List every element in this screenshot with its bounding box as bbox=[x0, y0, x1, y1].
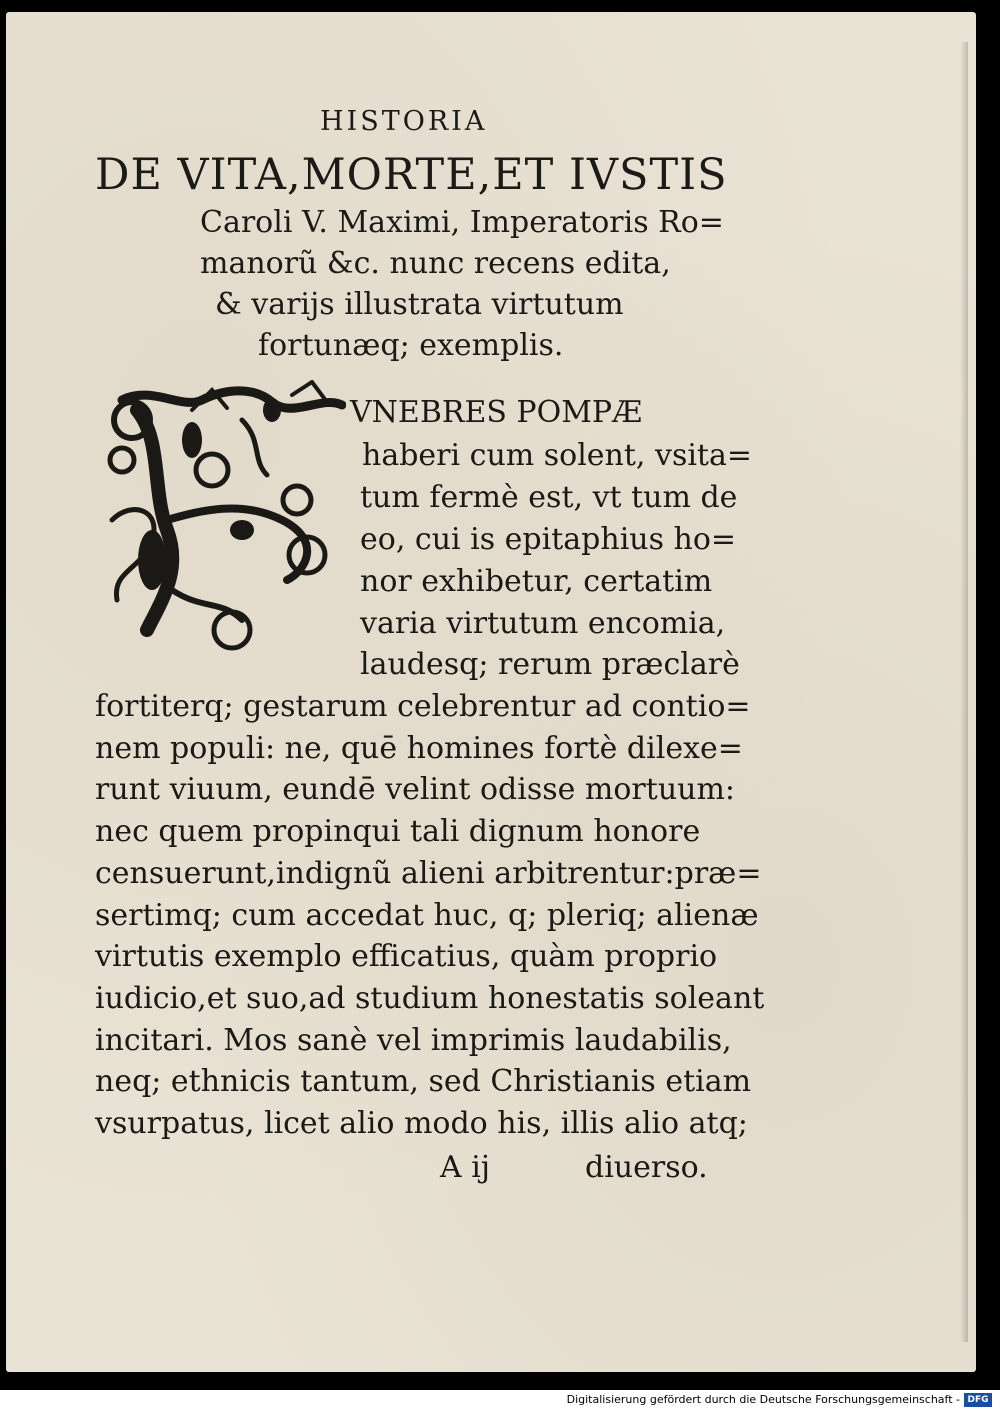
text-line: laudesq; rerum præclarè bbox=[360, 647, 740, 682]
title-line-3: manorũ &c. nunc recens edita, bbox=[200, 246, 671, 281]
text-line: vsurpatus, licet alio modo his, illis alio atq; bbox=[95, 1106, 748, 1141]
page-gutter-shadow bbox=[960, 42, 968, 1342]
title-line-1: DE VITA,MORTE,ET IVSTIS bbox=[95, 150, 728, 200]
text-line: sertimq; cum accedat huc, q; pleriq; alienæ bbox=[95, 898, 759, 933]
title-line-5: fortunæq; exemplis. bbox=[258, 328, 564, 363]
text-line: tum fermè est, vt tum de bbox=[360, 480, 738, 515]
text-line: nor exhibetur, certatim bbox=[360, 564, 713, 599]
text-line: fortiterq; gestarum celebrentur ad contio= bbox=[95, 689, 751, 724]
dfg-logo: DFG bbox=[964, 1393, 992, 1407]
text-line: VNEBRES POMPÆ bbox=[350, 395, 643, 430]
text-line: runt viuum, eundē velint odisse mortuum: bbox=[95, 772, 736, 807]
text-line: nec quem propinqui tali dignum honore bbox=[95, 814, 701, 849]
text-line: neq; ethnicis tantum, sed Christianis etiam bbox=[95, 1064, 752, 1099]
digitization-credit: Digitalisierung gefördert durch die Deutsche Forschungsgemeinschaft - bbox=[566, 1393, 960, 1406]
catchword: diuerso. bbox=[585, 1150, 708, 1185]
text-line: incitari. Mos sanè vel imprimis laudabilis, bbox=[95, 1023, 732, 1058]
text-line: iudicio,et suo,ad studium honestatis soleant bbox=[95, 981, 765, 1016]
text-line: virtutis exemplo efficatius, quàm proprio bbox=[95, 939, 718, 974]
text-line: eo, cui is epitaphius ho= bbox=[360, 522, 737, 557]
decorated-initial-f-illustration bbox=[92, 380, 346, 660]
signature-mark: A ij bbox=[440, 1150, 491, 1185]
text-line: censuerunt,indignũ alieni arbitrentur:præ= bbox=[95, 856, 762, 891]
text-line: haberi cum solent, vsita= bbox=[362, 438, 753, 473]
title-line-2: Caroli V. Maximi, Imperatoris Ro= bbox=[200, 205, 724, 240]
title-line-4: & varijs illustrata virtutum bbox=[215, 287, 624, 322]
text-line: varia virtutum encomia, bbox=[360, 606, 726, 641]
running-title: HISTORIA bbox=[320, 106, 488, 137]
text-line: nem populi: ne, quē homines fortè dilexe= bbox=[95, 731, 743, 766]
